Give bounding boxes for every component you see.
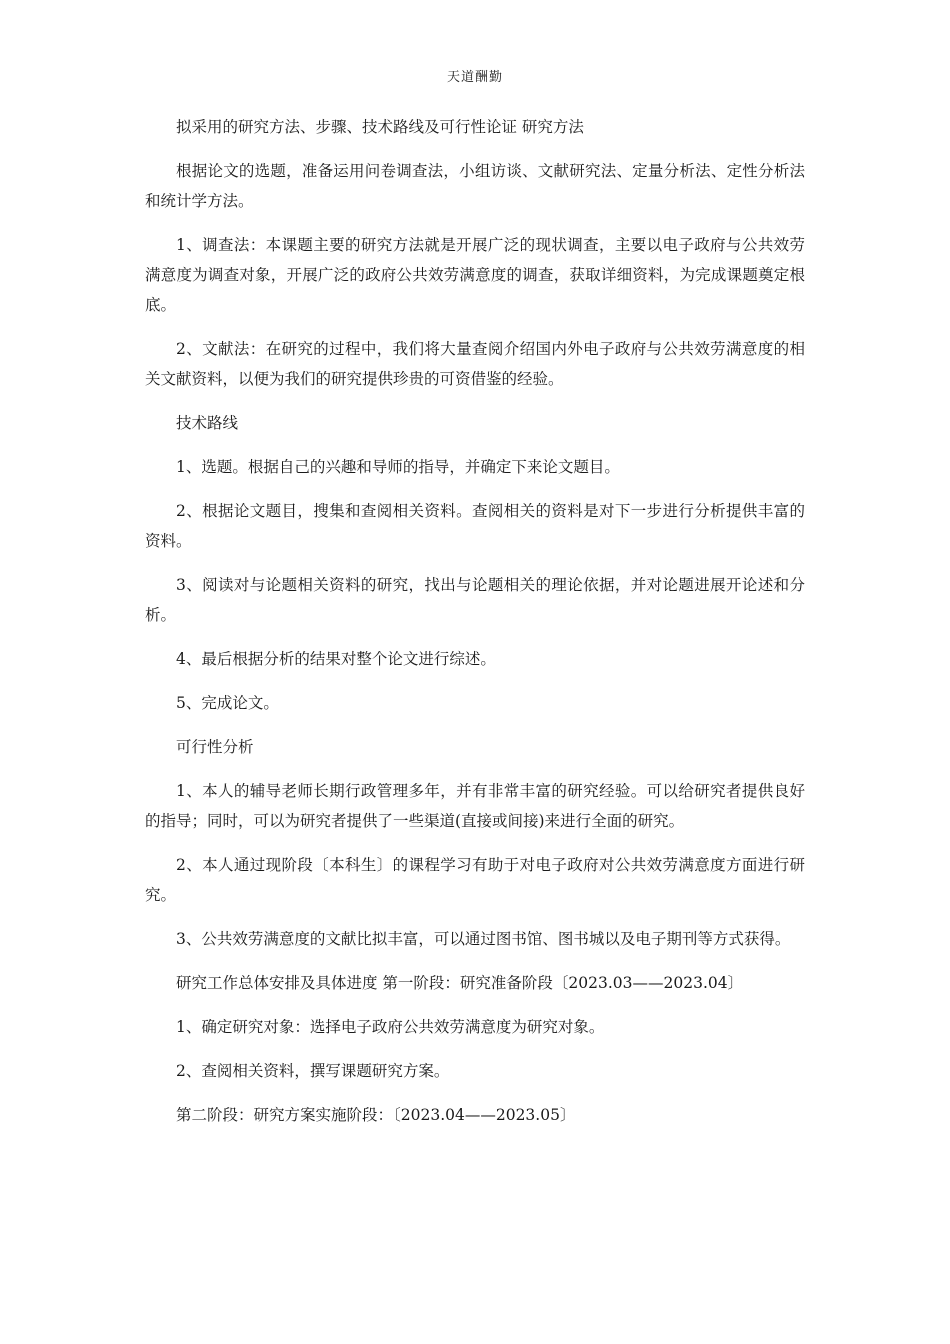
section-heading-methods: 拟采用的研究方法、步骤、技术路线及可行性论证 研究方法 [176,118,584,136]
paragraph-route-step-1: 1、选题。根据自己的兴趣和导师的指导，并确定下来论文题目。 [176,458,620,476]
section-heading-technical-route: 技术路线 [176,414,239,432]
paragraph-feasibility-3: 3、公共效劳满意度的文献比拟丰富，可以通过图书馆、图书城以及电子期刊等方式获得。 [176,930,791,948]
paragraph-route-step-3: 3、阅读对与论题相关资料的研究，找出与论题相关的理论依据，并对论题进展开论述和分析。 [145,576,805,624]
section-heading-phase-2: 第二阶段：研究方案实施阶段：〔2023.04——2023.05〕 [176,1106,576,1124]
paragraph-route-step-4: 4、最后根据分析的结果对整个论文进行综述。 [176,650,496,668]
document-body [145,112,805,1144]
paragraph-survey-method: 1、调查法：本课题主要的研究方法就是开展广泛的现状调查，主要以电子政府与公共效劳满意度为调查对象，开展广泛的政府公共效劳满意度的调查，获取详细资料，为完成课题奠定根底。 [145,236,805,314]
paragraph-schedule-step-1: 1、确定研究对象：选择电子政府公共效劳满意度为研究对象。 [176,1018,605,1036]
paragraph-route-step-5: 5、完成论文。 [176,694,279,712]
section-heading-schedule: 研究工作总体安排及具体进度 第一阶段：研究准备阶段〔2023.03——2023.04〕 [176,974,744,992]
paragraph-literature-method: 2、文献法：在研究的过程中，我们将大量查阅介绍国内外电子政府与公共效劳满意度的相关文献资料，以便为我们的研究提供珍贵的可资借鉴的经验。 [145,340,805,388]
paragraph-feasibility-2: 2、本人通过现阶段〔本科生〕的课程学习有助于对电子政府对公共效劳满意度方面进行研究。 [145,856,805,904]
paragraph-methods-overview: 根据论文的选题，准备运用问卷调查法，小组访谈、文献研究法、定量分析法、定性分析法和统计学方法。 [145,162,805,210]
paragraph-route-step-2: 2、根据论文题目，搜集和查阅相关资料。查阅相关的资料是对下一步进行分析提供丰富的资料。 [145,502,805,550]
page-header: 天道酬勤 [446,70,503,85]
section-heading-feasibility: 可行性分析 [176,738,254,756]
paragraph-schedule-step-2: 2、查阅相关资料，撰写课题研究方案。 [176,1062,450,1080]
paragraph-feasibility-1: 1、本人的辅导老师长期行政管理多年，并有非常丰富的研究经验。可以给研究者提供良好的指导；同时，可以为研究者提供了一些渠道(直接或间接)来进行全面的研究。 [145,782,805,830]
